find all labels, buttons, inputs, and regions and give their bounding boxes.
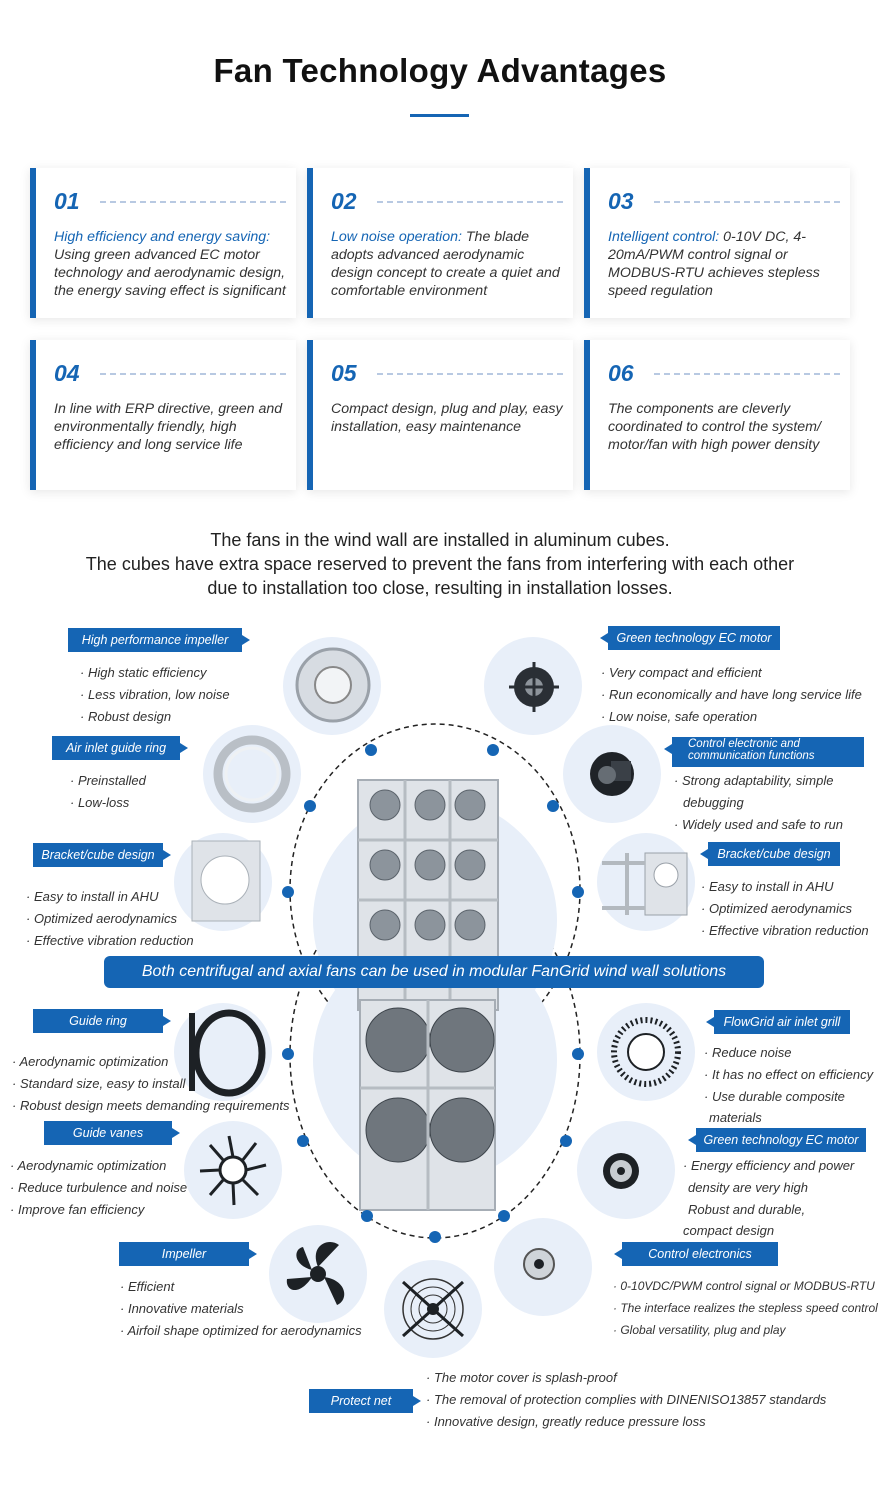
card-number: 03 bbox=[608, 188, 634, 214]
advantage-card-05 bbox=[307, 340, 573, 490]
card-text: Compact design, plug and play, easy installation, easy maintenance bbox=[331, 401, 563, 435]
card-number: 02 bbox=[331, 188, 357, 214]
advantage-card-06 bbox=[584, 340, 850, 490]
feature-item: Robust and durable, bbox=[688, 1201, 806, 1217]
control-unit-image bbox=[563, 725, 661, 823]
feature-item: · Energy efficiency and power bbox=[683, 1155, 854, 1177]
feature-item: · Low-loss bbox=[70, 792, 146, 814]
card-highlight: Low noise operation: bbox=[331, 229, 462, 245]
feature-item: · Strong adaptability, simple bbox=[674, 770, 843, 792]
features-air-inlet-guide-ring bbox=[70, 770, 146, 814]
card-number: 01 bbox=[54, 188, 80, 214]
tag-guide-vanes: Guide vanes bbox=[44, 1121, 172, 1145]
inlet-ring-image bbox=[203, 725, 301, 823]
intro-line-3: due to installation too close, resulting in installation losses. bbox=[207, 578, 673, 598]
impeller-image bbox=[283, 637, 381, 735]
feature-item: · Innovative materials bbox=[120, 1298, 362, 1320]
advantage-card-04 bbox=[30, 340, 296, 490]
feature-item: · Innovative design, greatly reduce pressure loss bbox=[426, 1411, 826, 1433]
features-control-electronics bbox=[613, 1276, 878, 1341]
protect-net-image bbox=[384, 1260, 482, 1358]
feature-item: · Reduce turbulence and noise bbox=[10, 1177, 187, 1199]
flowgrid-image bbox=[597, 1003, 695, 1101]
card-divider bbox=[654, 201, 840, 203]
tag-control-electronics: Control electronics bbox=[622, 1242, 778, 1266]
feature-item: · The motor cover is splash-proof bbox=[426, 1367, 826, 1389]
feature-item: · Preinstalled bbox=[70, 770, 146, 792]
bracket-frame-image bbox=[597, 833, 695, 931]
feature-item: · Low noise, safe operation bbox=[601, 706, 862, 728]
features-guide-vanes bbox=[10, 1155, 187, 1220]
intro-line-1: The fans in the wind wall are installed in aluminum cubes. bbox=[210, 530, 670, 550]
page-title: Fan Technology Advantages bbox=[213, 52, 667, 89]
card-accent-bar bbox=[307, 340, 313, 490]
card-accent-bar bbox=[307, 168, 313, 318]
feature-item: · Less vibration, low noise bbox=[80, 684, 230, 706]
feature-item: · Airfoil shape optimized for aerodynamics bbox=[120, 1320, 362, 1342]
advantage-card-03 bbox=[584, 168, 850, 318]
card-body: Using green advanced EC motor technology and aerodynamic design, the energy saving effect is significant bbox=[54, 247, 286, 299]
card-number: 04 bbox=[54, 360, 80, 386]
card-number: 06 bbox=[608, 360, 634, 386]
feature-item: · Optimized aerodynamics bbox=[26, 908, 194, 930]
card-text: In line with ERP directive, green and environmentally friendly, high efficiency and long service life bbox=[54, 401, 283, 453]
feature-item: density are very high bbox=[688, 1179, 808, 1195]
feature-item: · Optimized aerodynamics bbox=[701, 898, 869, 920]
feature-item-continued bbox=[674, 792, 843, 814]
features-flowgrid-inlet-grill bbox=[704, 1042, 873, 1129]
card-body: The blade adopts advanced aerodynamic design concept to create a quiet and comfortable environment bbox=[331, 229, 560, 299]
card-divider bbox=[100, 201, 286, 203]
tag-flowgrid-inlet-grill: FlowGrid air inlet grill bbox=[714, 1010, 850, 1034]
card-divider bbox=[377, 201, 563, 203]
intro-paragraph bbox=[0, 528, 880, 600]
feature-item: · Robust design bbox=[80, 706, 230, 728]
feature-item: · It has no effect on efficiency bbox=[704, 1064, 873, 1086]
card-text bbox=[331, 228, 569, 300]
tag-bracket-cube-left: Bracket/cube design bbox=[33, 843, 163, 867]
guide-vanes-image bbox=[184, 1121, 282, 1219]
tag-line: communication functions bbox=[688, 750, 815, 762]
card-accent-bar bbox=[584, 340, 590, 490]
tag-high-performance-impeller: High performance impeller bbox=[68, 628, 242, 652]
feature-item: · Effective vibration reduction bbox=[701, 920, 869, 942]
solution-banner: Both centrifugal and axial fans can be used in modular FanGrid wind wall solutions bbox=[104, 956, 764, 988]
features-guide-ring bbox=[12, 1051, 290, 1116]
card-highlight: Intelligent control: bbox=[608, 229, 720, 245]
feature-item: · Robust design meets demanding requirements bbox=[12, 1095, 290, 1117]
card-text: The components are cleverly coordinated to control the system/ motor/fan with high power density bbox=[608, 401, 821, 453]
features-green-ec-motor bbox=[601, 662, 862, 727]
control-electronics-image bbox=[494, 1218, 592, 1316]
feature-item: · Effective vibration reduction bbox=[26, 930, 194, 952]
feature-item: · Use durable composite bbox=[704, 1086, 873, 1108]
feature-item: debugging bbox=[683, 794, 744, 810]
advantage-card-02 bbox=[307, 168, 573, 318]
feature-item: · Reduce noise bbox=[704, 1042, 873, 1064]
advantage-card-01 bbox=[30, 168, 296, 318]
card-body: 0-10V DC, 4-20mA/PWM control signal or MODBUS-RTU achieves stepless speed regulation bbox=[608, 229, 820, 299]
feature-item: · Run economically and have long service life bbox=[601, 684, 862, 706]
feature-item: · Improve fan efficiency bbox=[10, 1199, 187, 1221]
tag-green-ec-motor: Green technology EC motor bbox=[608, 626, 780, 650]
feature-item: · Easy to install in AHU bbox=[701, 876, 869, 898]
card-divider bbox=[100, 373, 286, 375]
feature-item: · Aerodynamic optimization bbox=[12, 1051, 290, 1073]
tag-protect-net: Protect net bbox=[309, 1389, 413, 1413]
ec-motor-lower-image bbox=[577, 1121, 675, 1219]
feature-item: compact design bbox=[683, 1223, 775, 1239]
tag-guide-ring: Guide ring bbox=[33, 1009, 163, 1033]
tag-control-electronic bbox=[672, 737, 864, 767]
features-high-performance-impeller bbox=[80, 662, 230, 727]
feature-item: · High static efficiency bbox=[80, 662, 230, 684]
card-divider bbox=[377, 373, 563, 375]
tag-green-ec-motor-lower: Green technology EC motor bbox=[696, 1128, 866, 1152]
features-impeller bbox=[120, 1276, 362, 1341]
fan-cube-wall-lower bbox=[360, 1000, 495, 1210]
card-accent-bar bbox=[584, 168, 590, 318]
card-divider bbox=[654, 373, 840, 375]
title-underline bbox=[410, 114, 469, 117]
tag-air-inlet-guide-ring: Air inlet guide ring bbox=[52, 736, 180, 760]
features-green-ec-motor-lower bbox=[683, 1155, 854, 1242]
tag-line: Control electronic and bbox=[688, 738, 800, 750]
intro-line-2: The cubes have extra space reserved to prevent the fans from interfering with each other bbox=[85, 554, 795, 574]
features-bracket-cube-right bbox=[701, 876, 869, 941]
feature-item: materials bbox=[709, 1110, 762, 1126]
feature-item: · 0-10VDC/PWM control signal or MODBUS-RTU bbox=[613, 1276, 878, 1298]
card-accent-bar bbox=[30, 168, 36, 318]
tag-bracket-cube-right: Bracket/cube design bbox=[708, 842, 840, 866]
ec-motor-image bbox=[484, 637, 582, 735]
feature-item: · Very compact and efficient bbox=[601, 662, 862, 684]
card-highlight: High efficiency and energy saving: bbox=[54, 229, 271, 245]
features-protect-net bbox=[426, 1367, 826, 1432]
card-text bbox=[608, 228, 846, 300]
card-number: 05 bbox=[331, 360, 357, 386]
feature-item: · The removal of protection complies with DINENISO13857 standards bbox=[426, 1389, 826, 1411]
feature-item: · Easy to install in AHU bbox=[26, 886, 194, 908]
features-bracket-cube-left bbox=[26, 886, 194, 951]
card-accent-bar bbox=[30, 340, 36, 490]
card-text bbox=[54, 228, 292, 300]
features-control-electronic bbox=[674, 770, 843, 835]
feature-item: · Efficient bbox=[120, 1276, 362, 1298]
tag-impeller: Impeller bbox=[119, 1242, 249, 1266]
feature-item: · Aerodynamic optimization bbox=[10, 1155, 187, 1177]
feature-item: · Global versatility, plug and play bbox=[613, 1320, 878, 1342]
feature-item: · Widely used and safe to run bbox=[674, 814, 843, 836]
feature-item: · The interface realizes the stepless speed control bbox=[613, 1298, 878, 1320]
feature-item: · Standard size, easy to install bbox=[12, 1073, 290, 1095]
